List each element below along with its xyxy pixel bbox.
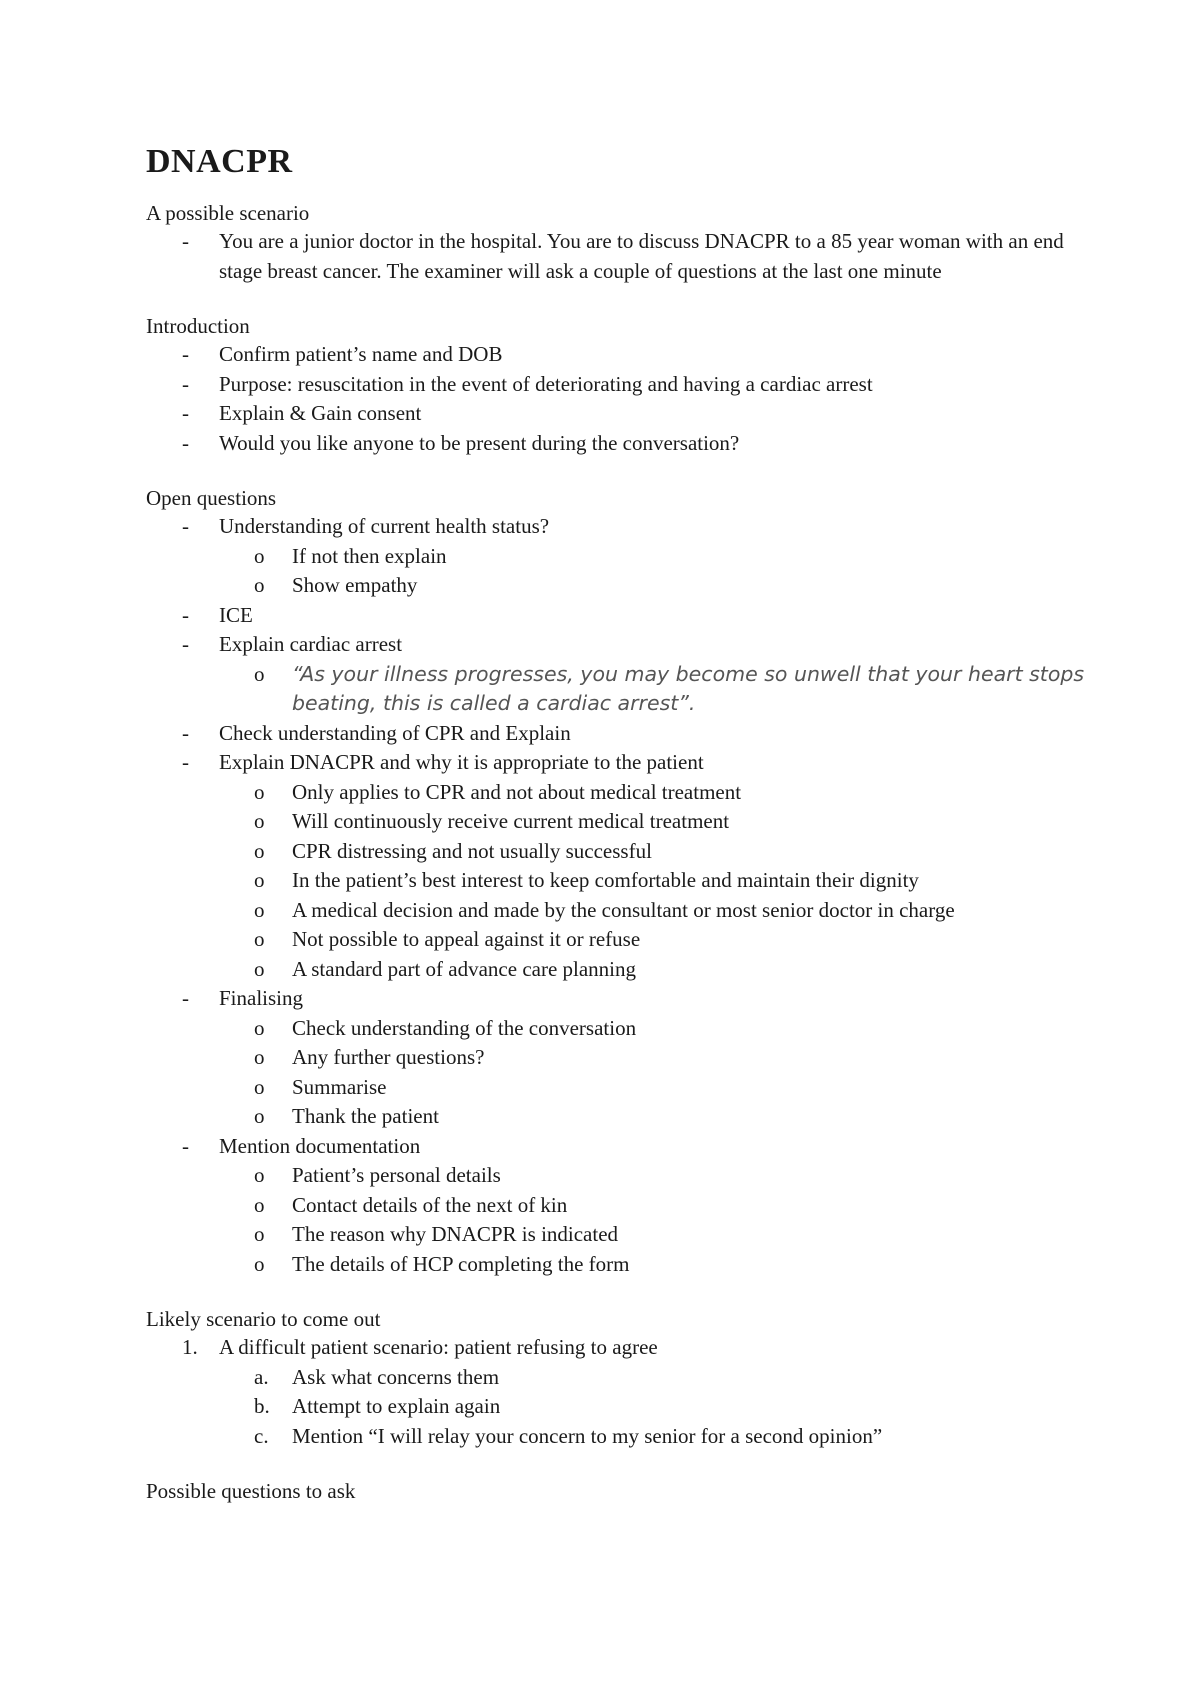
list-item-text: Understanding of current health status? <box>219 514 550 538</box>
bullet-marker: o <box>254 1163 265 1187</box>
list-item <box>146 601 1106 631</box>
open-questions-section <box>146 485 1106 1279</box>
sub-list-item-text: Contact details of the next of kin <box>292 1192 568 1217</box>
bullet-marker: o <box>254 543 265 568</box>
bullet-marker: o <box>254 1251 265 1276</box>
sub-list-item-text: Summarise <box>292 1074 387 1099</box>
dash-marker: - <box>182 401 189 425</box>
sub-list-item-text: Will continuously receive current medical treatment <box>292 809 730 833</box>
list-item <box>146 512 1106 601</box>
sub-list <box>219 542 1106 601</box>
bullet-marker: o <box>254 779 265 804</box>
sub-list-item <box>146 1191 1106 1221</box>
sub-list-item <box>146 955 1106 985</box>
likely-scenario-section <box>146 1306 1106 1451</box>
list-item <box>146 984 1106 1132</box>
sub-list-item-text: Any further questions? <box>292 1045 485 1069</box>
sub-list <box>219 660 1106 719</box>
dash-marker: - <box>182 986 189 1010</box>
sub-list <box>219 1161 1106 1279</box>
sub-list-item <box>146 542 1106 572</box>
scenario-list <box>146 227 1106 286</box>
dash-marker: - <box>182 632 189 656</box>
list-item-text: Mention documentation <box>219 1133 421 1158</box>
list-item-text: Confirm patient’s name and DOB <box>219 342 503 366</box>
bullet-marker: o <box>254 1222 265 1246</box>
document-page <box>146 142 1106 1532</box>
list-item <box>146 429 1106 459</box>
open-questions-list <box>146 512 1106 1279</box>
sub-list-item-text: Show empathy <box>292 573 418 597</box>
sub-list-item-text: Not possible to appeal against it or refuse <box>292 927 641 951</box>
sub-list-item-text: Check understanding of the conversation <box>292 1015 637 1040</box>
possible-questions-section <box>146 1478 1106 1505</box>
numbered-item <box>146 1333 1106 1451</box>
bullet-marker: o <box>254 1074 265 1099</box>
sub-list-item <box>146 571 1106 601</box>
list-item <box>146 227 1106 286</box>
likely-scenario-heading: Likely scenario to come out <box>146 1307 381 1331</box>
list-item <box>146 719 1106 749</box>
sub-list-item <box>146 807 1106 837</box>
scenario-section <box>146 200 1106 286</box>
introduction-heading: Introduction <box>146 314 250 338</box>
sub-list-item-text: The reason why DNACPR is indicated <box>292 1222 619 1246</box>
sub-list <box>219 778 1106 985</box>
scenario-heading: A possible scenario <box>146 201 310 225</box>
sub-list-item-text: Patient’s personal details <box>292 1163 501 1187</box>
sub-list-item <box>146 866 1106 896</box>
open-questions-heading: Open questions <box>146 486 277 510</box>
sub-list-item-text: A standard part of advance care planning <box>292 956 637 981</box>
sub-list-item <box>146 925 1106 955</box>
list-item <box>146 1132 1106 1280</box>
list-item-text: Explain DNACPR and why it is appropriate to the patient <box>219 750 704 774</box>
bullet-marker: o <box>254 1045 265 1069</box>
sub-list-item <box>146 896 1106 926</box>
numbered-item-text: A difficult patient scenario: patient refusing to agree <box>219 1335 658 1359</box>
likely-scenario-list <box>146 1333 1106 1451</box>
dash-marker: - <box>182 371 189 396</box>
sub-list-item <box>146 660 1106 719</box>
sub-list-item-text: If not then explain <box>292 543 447 568</box>
list-item <box>146 340 1106 370</box>
sub-list-item <box>146 1014 1106 1044</box>
introduction-list <box>146 340 1106 458</box>
lettered-item-text: Mention “I will relay your concern to my senior for a second opinion” <box>292 1423 883 1448</box>
bullet-marker: o <box>254 573 265 597</box>
bullet-marker: o <box>254 838 265 863</box>
list-item-text: ICE <box>219 602 253 627</box>
sub-list-item-text: CPR distressing and not usually successful <box>292 838 652 863</box>
bullet-marker: o <box>254 809 265 833</box>
bullet-marker: o <box>254 868 265 892</box>
letter-marker: c. <box>254 1423 269 1448</box>
sub-list <box>219 1014 1106 1132</box>
sub-list-item-text: A medical decision and made by the consultant or most senior doctor in charge <box>292 897 955 922</box>
list-item-text: Would you like anyone to be present during the conversation? <box>219 430 740 455</box>
sub-list-item-text: Thank the patient <box>292 1104 439 1128</box>
sub-list-item <box>146 1102 1106 1132</box>
possible-questions-heading: Possible questions to ask <box>146 1479 356 1503</box>
dash-marker: - <box>182 229 189 253</box>
bullet-marker: o <box>254 927 265 951</box>
lettered-item <box>146 1422 1106 1452</box>
sub-list-item <box>146 837 1106 867</box>
sub-list-item <box>146 778 1106 808</box>
lettered-item-text: Attempt to explain again <box>292 1394 501 1418</box>
list-item-text: Explain & Gain consent <box>219 401 422 425</box>
bullet-marker: o <box>254 1015 265 1040</box>
sub-list-item-text: The details of HCP completing the form <box>292 1251 630 1276</box>
bullet-marker: o <box>254 661 265 686</box>
list-item-text: Check understanding of CPR and Explain <box>219 720 571 745</box>
bullet-marker: o <box>254 1104 265 1128</box>
sub-list-item <box>146 1161 1106 1191</box>
list-item <box>146 370 1106 400</box>
dash-marker: - <box>182 430 189 455</box>
sub-list-item <box>146 1220 1106 1250</box>
list-item-text: Purpose: resuscitation in the event of deteriorating and having a cardiac arrest <box>219 371 873 396</box>
bullet-marker: o <box>254 1192 265 1217</box>
lettered-item <box>146 1392 1106 1422</box>
dash-marker: - <box>182 342 189 366</box>
scenario-text: You are a junior doctor in the hospital. You are to discuss DNACPR to a 85 year woman with an end stage breast cancer. The examiner will ask a couple of questions at the last one minute <box>219 229 1064 283</box>
letter-marker: b. <box>254 1394 270 1418</box>
lettered-item-text: Ask what concerns them <box>292 1364 500 1389</box>
list-item-text: Explain cardiac arrest <box>219 632 403 656</box>
list-item <box>146 748 1106 984</box>
dash-marker: - <box>182 514 189 538</box>
number-marker: 1. <box>182 1335 198 1359</box>
sub-list-item <box>146 1073 1106 1103</box>
sub-list-item <box>146 1250 1106 1280</box>
dash-marker: - <box>182 602 189 627</box>
introduction-section <box>146 313 1106 458</box>
list-item-text: Finalising <box>219 986 304 1010</box>
sub-list-item-text: Only applies to CPR and not about medical treatment <box>292 779 742 804</box>
cardiac-arrest-quote: “As your illness progresses, you may become so unwell that your heart stops beating, this is called a cardiac arrest”. <box>292 661 1085 715</box>
lettered-sub-list <box>219 1363 1106 1452</box>
letter-marker: a. <box>254 1364 269 1389</box>
lettered-item <box>146 1363 1106 1393</box>
bullet-marker: o <box>254 956 265 981</box>
dash-marker: - <box>182 750 189 774</box>
list-item <box>146 399 1106 429</box>
bullet-marker: o <box>254 897 265 922</box>
list-item <box>146 630 1106 719</box>
sub-list-item-text: In the patient’s best interest to keep comfortable and maintain their dignity <box>292 868 919 892</box>
sub-list-item <box>146 1043 1106 1073</box>
dash-marker: - <box>182 1133 189 1158</box>
document-title: DNACPR <box>146 143 293 180</box>
dash-marker: - <box>182 720 189 745</box>
